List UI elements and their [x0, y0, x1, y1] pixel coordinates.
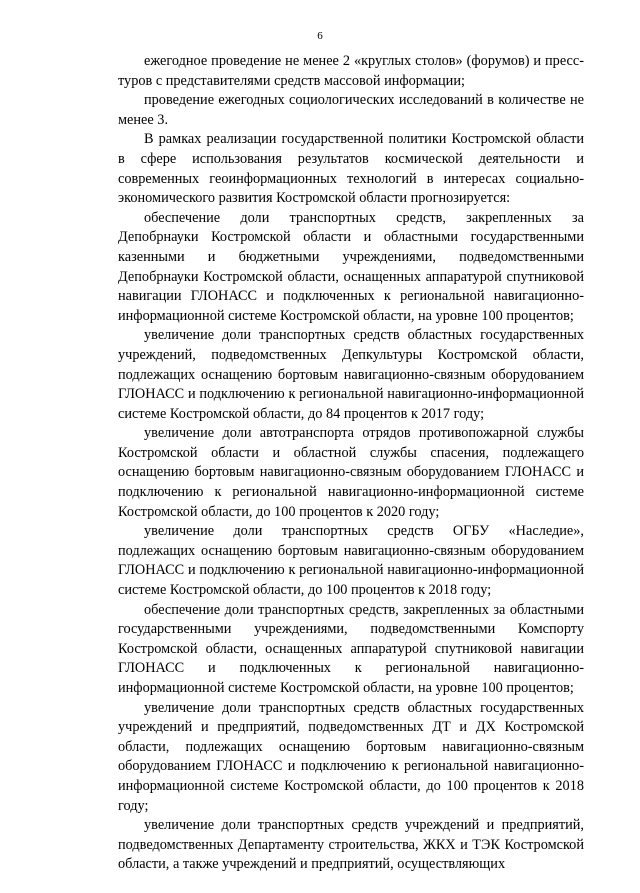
document-body — [118, 52, 584, 875]
page-number: 6 — [317, 30, 323, 42]
paragraph: проведение ежегодных социологических исследований в количестве не менее 3. — [118, 92, 584, 128]
paragraph: увеличение доли транспортных средств ОГБУ «Наследие», подлежащих оснащению бортовым навигационно-связным оборудованием ГЛОНАСС и подключению к региональной навигационно-информационной системе Костромской области, до 100 процентов к 2018 году; — [118, 523, 584, 599]
paragraph: ежегодное проведение не менее 2 «круглых столов» (форумов) и пресс-туров с представителями средств массовой информации; — [118, 53, 584, 89]
paragraph: увеличение доли транспортных средств учреждений и предприятий, подведомственных Департаменту строительства, ЖКХ и ТЭК Костромской области, а также учреждений и предприятий, осуществляющих — [118, 817, 584, 873]
paragraph: увеличение доли транспортных средств областных государственных учреждений, подведомственных Депкультуры Костромской области, подлежащих оснащению бортовым навигационно-связным оборудованием ГЛОНАСС и подключению к региональной навигационно-информационной системе Костромской области, до 84 процентов к 2017 году; — [118, 327, 584, 422]
paragraph: обеспечение доли транспортных средств, закрепленных за областными государственными учреждениями, подведомственными Комспорту Костромской области, оснащенных аппаратурой спутниковой навигации ГЛОНАСС и подключенных к региональной навигационно-информационной системе Костромской области, на уровне 100 процентов; — [118, 601, 584, 696]
paragraph: увеличение доли транспортных средств областных государственных учреждений и предприятий, подведомственных ДТ и ДХ Костромской области, подлежащих оснащению бортовым навигационно-связным оборудованием ГЛОНАСС и подключению к региональной навигационно-информационной системе Костромской области, до 100 процентов к 2018 году; — [118, 699, 584, 814]
paragraph: В рамках реализации государственной политики Костромской области в сфере использования результатов космической деятельности и современных геоинформационных технологий в интересах социально-экономического развития Костромской области прогнозируется: — [118, 131, 584, 207]
paragraph: увеличение доли автотранспорта отрядов противопожарной службы Костромской области и областной службы спасения, подлежащего оснащению бортовым навигационно-связным оборудованием ГЛОНАСС и подключению к региональной навигационно-информационной системе Костромской области, до 100 процентов к 2020 году; — [118, 425, 584, 520]
paragraph: обеспечение доли транспортных средств, закрепленных за Депобрнауки Костромской области и областными государственными казенными и бюджетными учреждениями, подведомственными Депобрнауки Костромской области, оснащенных аппаратурой спутниковой навигации ГЛОНАСС и подключенных к региональной навигационно-информационной системе Костромской области, на уровне 100 процентов; — [118, 209, 584, 324]
